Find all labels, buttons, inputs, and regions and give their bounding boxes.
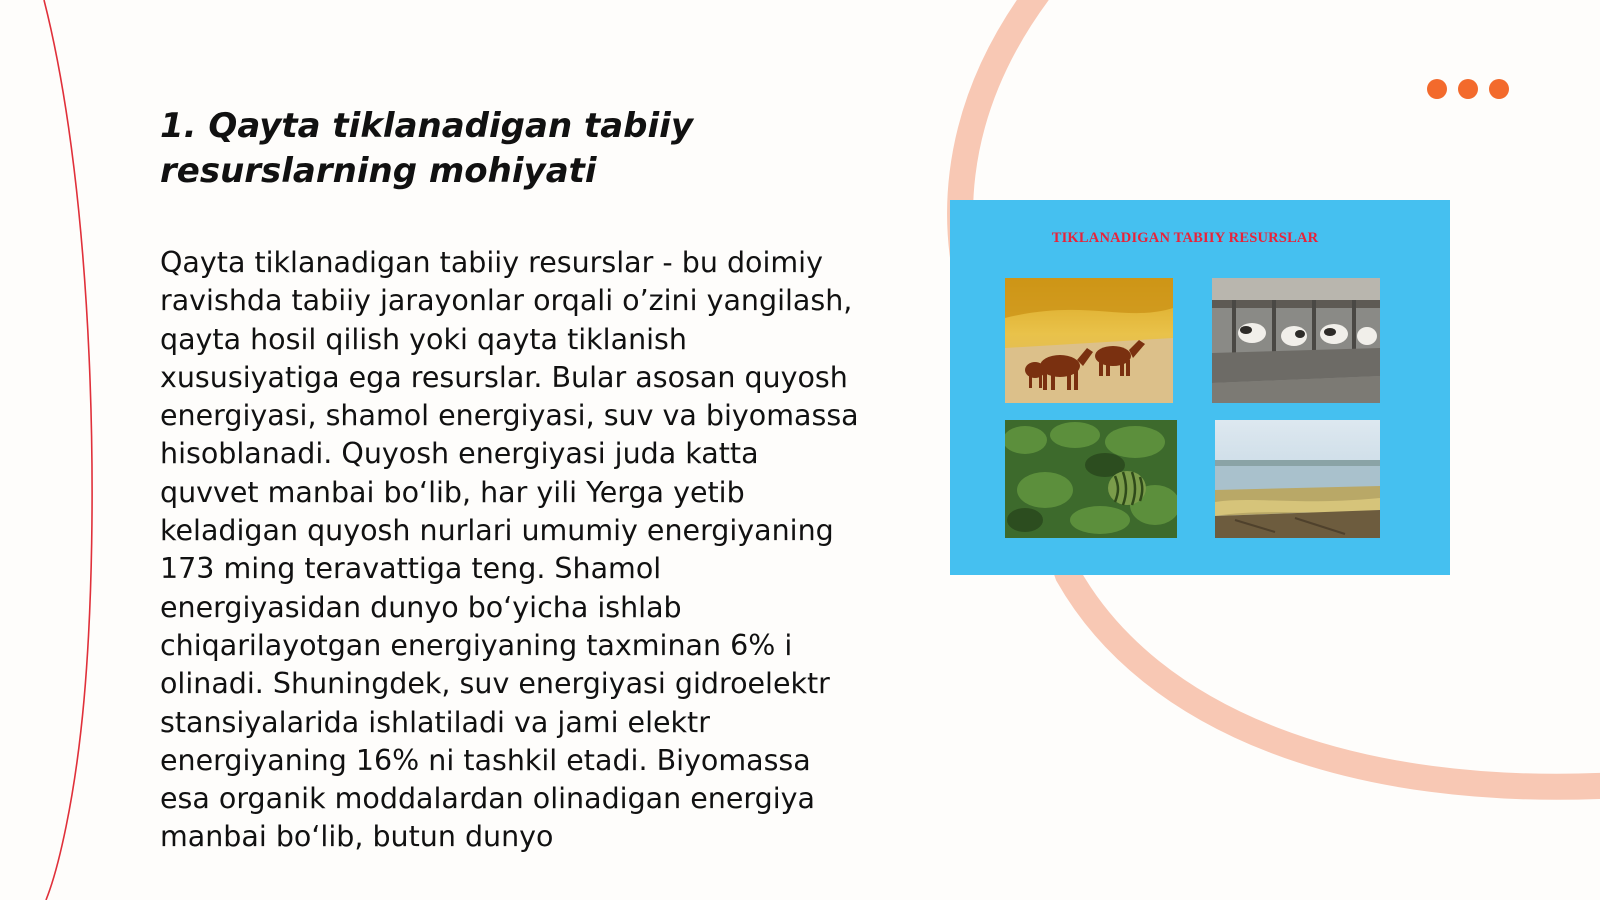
dot-1: [1427, 79, 1447, 99]
photo-cattle-barn: [1212, 278, 1380, 403]
resources-figure: [950, 200, 1450, 575]
more-dots-icon: [1427, 79, 1509, 99]
dot-3: [1489, 79, 1509, 99]
decorative-left-line: [44, 0, 92, 900]
figure-title: TIKLANADIGAN TABIIY RESURSLAR: [1051, 230, 1319, 246]
photo-horses: [1005, 278, 1173, 403]
photo-watermelon-field: [1005, 420, 1177, 538]
slide-body-text: Qayta tiklanadigan tabiiy resurslar - bu doimiy ravishda tabiiy jarayonlar orqali o’zini yangilash, qayta hosil qilish yoki qayta tiklanish xususiyatiga ega resurslar. Bular asosan quyosh energiyasi, shamol energiyasi, suv va biyomassa hisoblanadi. Quyosh energiyasi juda katta quvvet manbai bo‘lib, har yili Yerga yetib keladigan quyosh nurlari umumiy energiyaning 173 ming teravattiga teng. Shamol energiyasidan dunyo bo‘yicha ishlab chiqarilayotgan energiyaning taxminan 6% i olinadi. Shuningdek, suv energiyasi gidroelektr stansiyalarida ishlatiladi va jami elektr energiyaning 16% ni tashkil etadi. Biyomassa esa organik moddalardan olinadigan energiya manbai bo‘lib, butun dunyo: [160, 246, 859, 854]
dot-2: [1458, 79, 1478, 99]
slide-title: 1. Qayta tiklanadigan tabiiy resurslarning mohiyati: [160, 106, 693, 191]
photo-river-landscape: [1215, 420, 1380, 538]
